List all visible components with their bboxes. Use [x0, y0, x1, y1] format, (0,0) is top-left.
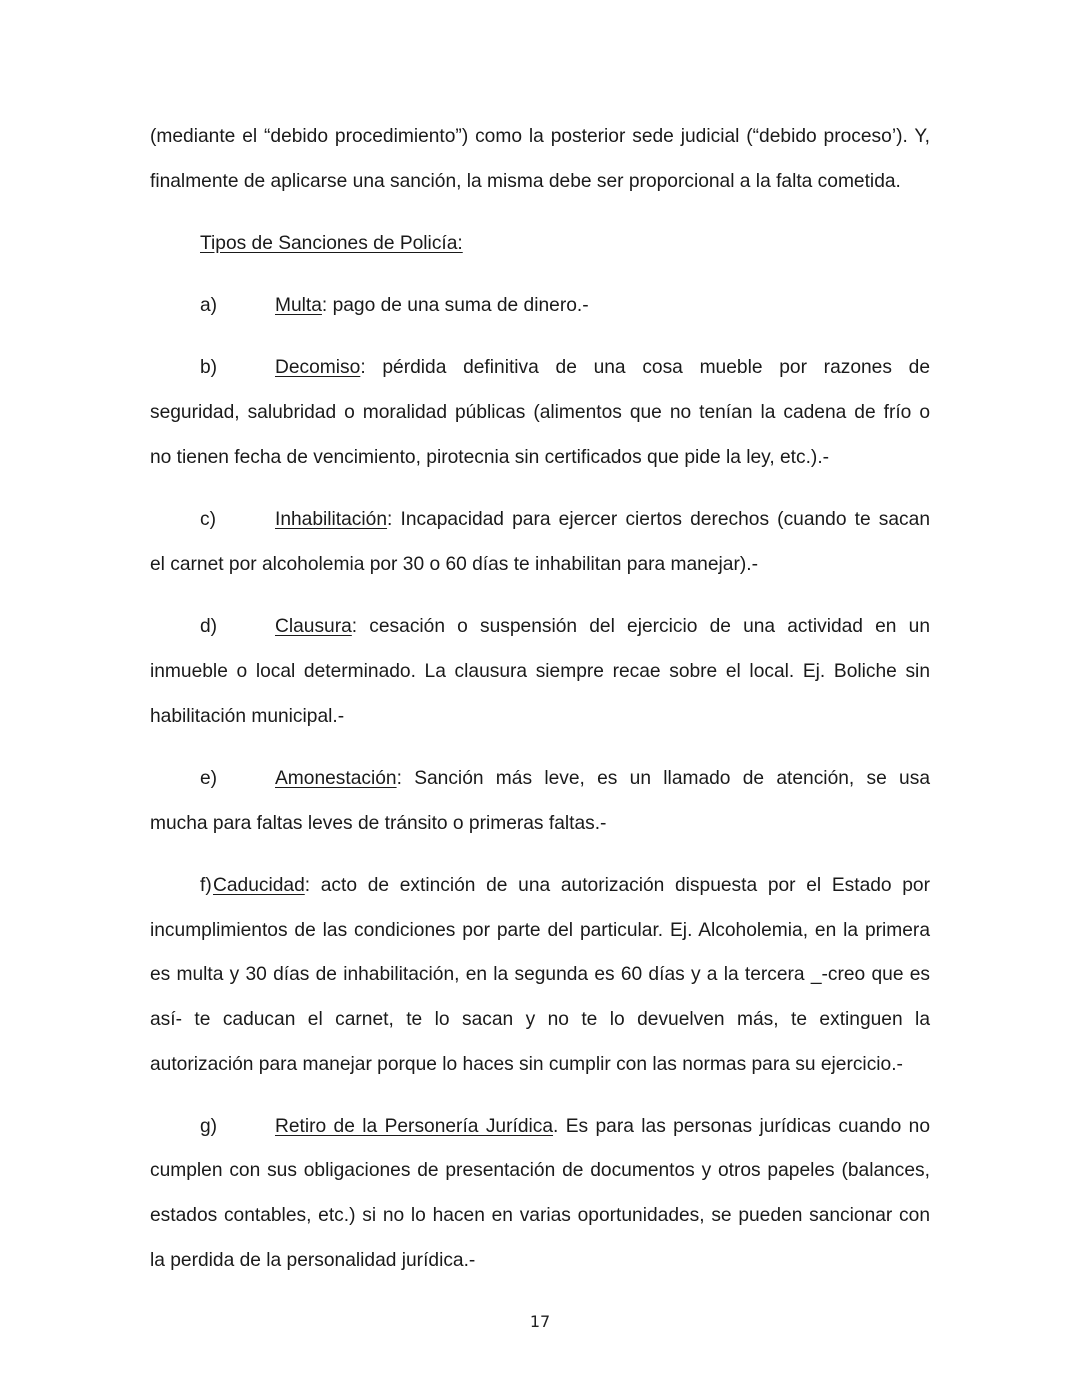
item-g-label: g): [200, 1116, 218, 1137]
item-e-line-2: mucha para faltas leves de tránsito o primeras faltas.-: [150, 813, 607, 834]
item-f-line-3: es multa y 30 días de inhabilitación, en la segunda es 60 días y a la tercera _-creo que es: [150, 964, 930, 985]
item-b-line-2: seguridad, salubridad o moralidad públicas (alimentos que no tenían la cadena de frío o: [150, 402, 930, 423]
section-title: Tipos de Sanciones de Policía:: [200, 233, 463, 254]
item-c-first-line: [275, 507, 930, 533]
intro-line-2: finalmente de aplicarse una sanción, la misma debe ser proporcional a la falta cometida.: [150, 171, 901, 192]
item-d-text: : cesación o suspensión del ejercicio de una actividad en un: [351, 616, 930, 637]
page-number: 17: [529, 1312, 551, 1331]
item-e-term: Amonestación: [275, 768, 397, 789]
item-f-line-4: así- te caducan el carnet, te lo sacan y no te lo devuelven más, te extinguen la: [150, 1009, 930, 1030]
item-g-line-2: cumplen con sus obligaciones de presentación de documentos y otros papeles (balances,: [150, 1160, 930, 1181]
item-f-text: : acto de extinción de una autorización dispuesta por el Estado por: [304, 875, 930, 896]
item-g-first-line: [275, 1114, 930, 1140]
item-g-line-4: la perdida de la personalidad jurídica.-: [150, 1250, 476, 1271]
item-c-term: Inhabilitación: [275, 509, 388, 530]
item-a-text: : pago de una suma de dinero.-: [321, 295, 589, 316]
item-b-line-3: no tienen fecha de vencimiento, pirotecnia sin certificados que pide la ley, etc.).-: [150, 447, 830, 468]
item-e-first-line: [275, 766, 930, 792]
item-b-term: Decomiso: [275, 357, 361, 378]
item-a-first-line: [275, 293, 930, 319]
item-d-line-3: habilitación municipal.-: [150, 706, 345, 727]
item-b-label: b): [200, 357, 218, 378]
item-a-label: a): [200, 295, 218, 316]
item-c-line-2: el carnet por alcoholemia por 30 o 60 días te inhabilitan para manejar).-: [150, 554, 758, 575]
item-f-line-5: autorización para manejar porque lo haces sin cumplir con las normas para su ejercicio.-: [150, 1054, 903, 1075]
intro-line-1: (mediante el “debido procedimiento”) como la posterior sede judicial (“debido proceso’). Y,: [150, 126, 930, 147]
item-b-first-line: [275, 355, 930, 381]
item-c-text: : Incapacidad para ejercer ciertos derechos (cuando te sacan: [387, 509, 930, 530]
item-g-text: . Es para las personas jurídicas cuando no: [553, 1116, 930, 1137]
item-c-label: c): [200, 509, 216, 530]
item-d-term: Clausura: [275, 616, 352, 637]
item-e-text: : Sanción más leve, es un llamado de atención, se usa: [396, 768, 930, 789]
item-f-term: Caducidad: [213, 875, 305, 896]
item-f-line-2: incumplimientos de las condiciones por parte del particular. Ej. Alcoholemia, en la primera: [150, 920, 930, 941]
item-f-first-line: [213, 873, 930, 899]
item-d-first-line: [275, 614, 930, 640]
item-f-label: f): [200, 875, 212, 896]
item-g-term: Retiro de la Personería Jurídica: [275, 1116, 554, 1137]
item-g-line-3: estados contables, etc.) si no lo hacen en varias oportunidades, se pueden sancionar con: [150, 1205, 930, 1226]
item-d-label: d): [200, 616, 218, 637]
item-d-line-2: inmueble o local determinado. La clausura siempre recae sobre el local. Ej. Boliche sin: [150, 661, 930, 682]
item-e-label: e): [200, 768, 218, 789]
item-b-text: : pérdida definitiva de una cosa mueble por razones de: [360, 357, 930, 378]
item-a-term: Multa: [275, 295, 322, 316]
